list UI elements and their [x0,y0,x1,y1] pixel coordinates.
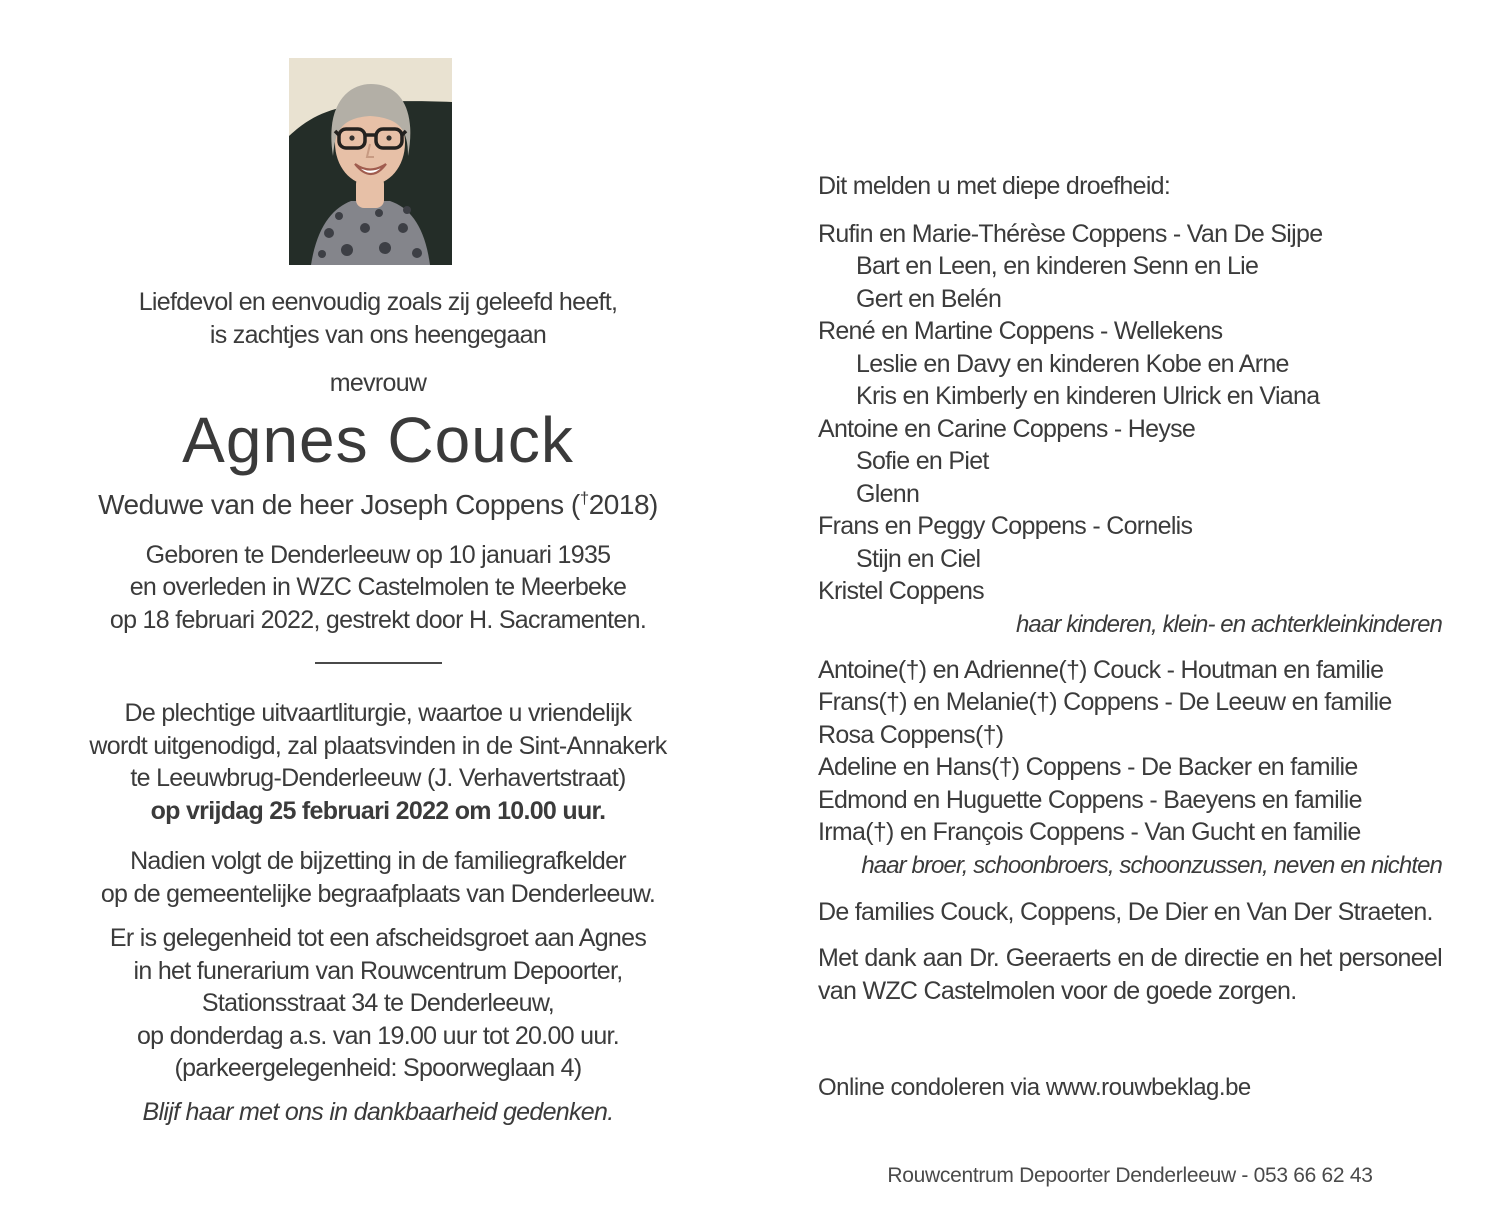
deceased-name: Agnes Couck [182,403,574,476]
portrait-photo [289,58,452,265]
family-member: Stijn en Ciel [856,544,981,573]
birth-line: op 18 februari 2022, gestrekt door H. Sacramenten. [109,605,647,634]
farewell-line: Er is gelegenheid tot een afscheidsgroet aan Agnes [109,924,647,952]
birth-death-details [88,539,668,637]
interment-line: op de gemeentelijke begraafplaats van Denderleeuw. [100,879,656,908]
intro-line: Liefdevol en eenvoudig zoals zij geleefd heeft, [138,288,618,316]
family-member: Sofie en Piet [856,447,989,475]
family-member: Frans(†) en Melanie(†) Coppens - De Leeuw en familie [818,688,1392,716]
farewell-details [88,922,668,1085]
photo-left-eye [349,135,354,140]
announcement-line: Dit melden u met diepe droefheid: [818,172,1171,200]
farewell-line: op donderdag a.s. van 19.00 uur tot 20.00 uur. [136,1021,620,1050]
intro-verse [88,286,668,352]
families-line: De families Couck, Coppens, De Dier en Van Der Straeten. [818,897,1433,926]
family-member: René en Martine Coppens - Wellekens [818,317,1223,345]
photo-right-eye [386,135,391,140]
funeral-home-footer: Rouwcentrum Depoorter Denderleeuw - 053 66 62 43 [887,1164,1373,1187]
family-member: Glenn [856,479,920,508]
family-member: Antoine(†) en Adrienne(†) Couck - Houtman en familie [818,655,1384,684]
family-member: Frans en Peggy Coppens - Cornelis [818,512,1193,540]
birth-line: en overleden in WZC Castelmolen te Meerbeke [129,573,627,601]
subtitle-suffix: 2018) [588,488,658,520]
subtitle-prefix: Weduwe van de heer Joseph Coppens ( [98,488,580,520]
children-list [818,218,1442,608]
family-member: Leslie en Davy en kinderen Kobe en Arne [856,349,1289,378]
right-column [818,0,1442,1190]
liturgy-line: te Leeuwbrug-Denderleeuw (J. Verhavertstraat) [130,764,626,792]
family-member: Antoine en Carine Coppens - Heyse [818,414,1196,443]
family-member: Bart en Leen, en kinderen Senn en Lie [856,252,1259,280]
family-member: Irma(†) en François Coppens - Van Gucht en familie [818,818,1361,846]
honorific: mevrouw [329,369,427,397]
liturgy-line: wordt uitgenodigd, zal plaatsvinden in de Sint-Annakerk [89,731,667,760]
liturgy-line: De plechtige uitvaartliturgie, waartoe u vriendelijk [124,699,632,727]
family-member: Kris en Kimberly en kinderen Ulrick en Viana [856,382,1320,410]
family-member: Gert en Belén [856,284,1002,313]
siblings-caption: haar broer, schoonbroers, schoonzussen, neven en nichten [861,851,1442,879]
widow-subtitle [88,488,668,522]
thanks-line: Met dank aan Dr. Geeraerts en de directie en het personeel [818,944,1442,972]
farewell-line: Stationsstraat 34 te Denderleeuw, [201,989,555,1017]
left-column [88,0,668,1129]
online-condolence-line: Online condoleren via www.rouwbeklag.be [818,1074,1251,1101]
intro-line: is zachtjes van ons heengegaan [209,321,547,349]
closing-verse: Blijf haar met ons in dankbaarheid gedenken. [142,1097,614,1126]
family-member: Rosa Coppens(†) [818,720,1004,749]
portrait-illustration [289,58,452,265]
family-member: Edmond en Huguette Coppens - Baeyens en familie [818,785,1362,814]
thanks-line: van WZC Castelmolen voor de goede zorgen. [818,977,1297,1005]
children-caption: haar kinderen, klein- en achterkleinkinderen [1015,610,1442,638]
birth-line: Geboren te Denderleeuw op 10 januari 1935 [145,540,611,569]
interment-line: Nadien volgt de bijzetting in de familiegrafkelder [130,847,626,875]
liturgy-details [88,697,668,827]
family-member: Rufin en Marie-Thérèse Coppens - Van De Sijpe [818,219,1323,248]
liturgy-date-time: op vrijdag 25 februari 2022 om 10.00 uur. [150,796,606,825]
thanks-paragraph [818,942,1442,1008]
family-member: Kristel Coppens [818,577,984,605]
section-divider [315,662,442,664]
farewell-line: (parkeergelegenheid: Spoorweglaan 4) [174,1054,582,1082]
dagger-icon: † [579,488,589,508]
farewell-line: in het funerarium van Rouwcentrum Depoorter, [133,956,623,985]
interment-details [88,845,668,910]
family-member: Adeline en Hans(†) Coppens - De Backer en familie [818,753,1358,781]
siblings-list [818,654,1442,849]
